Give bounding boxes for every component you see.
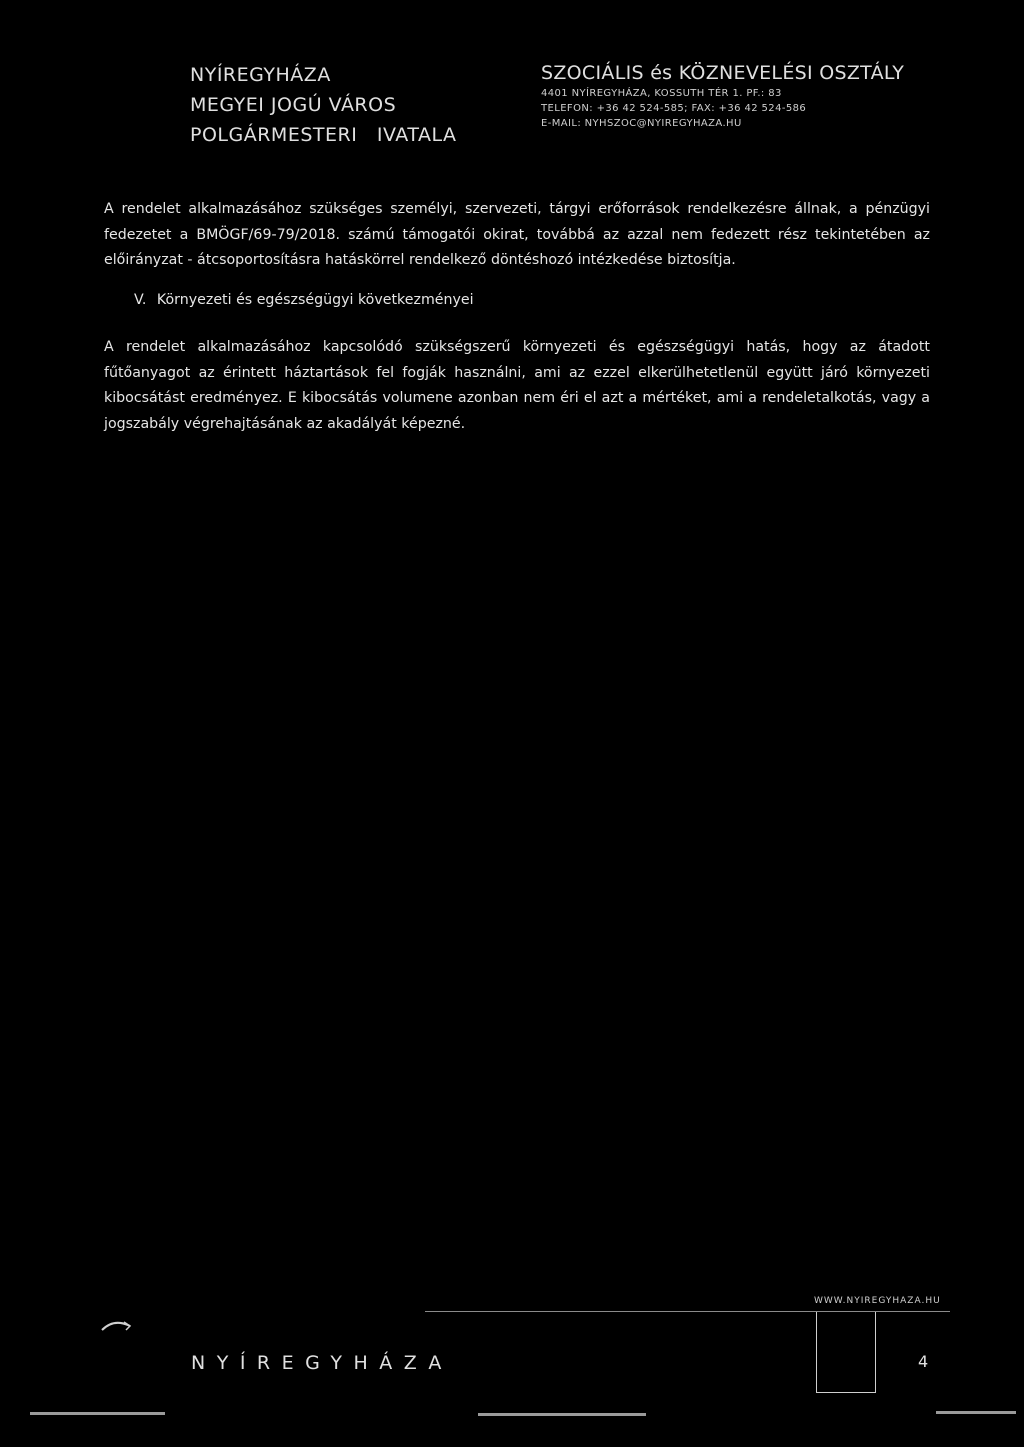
footer-url: WWW.NYIREGYHAZA.HU bbox=[814, 1296, 941, 1306]
scan-artifact-center bbox=[478, 1413, 646, 1416]
swoosh-logo-icon bbox=[100, 1314, 140, 1338]
section-title: Környezeti és egészségügyi következményei bbox=[156, 292, 474, 308]
paragraph-environmental: A rendelet alkalmazásához kapcsolódó szükségszerű környezeti és egészségügyi hatás, hogy az átadott fűtőanyagot az érintett háztartások fel fogják használni, ami az ezzel elkerülhetetlenül együtt járó környezeti kibocsátást eredményez. E kibocsátás volumene azonban nem éri el azt a mértéket, ami a rendeletalkotás, vagy a jogszabály végrehajtásának az akadályát képezné. bbox=[104, 339, 930, 433]
scan-artifact-left bbox=[30, 1412, 165, 1415]
footer-city-name: NYÍREGYHÁZA bbox=[191, 1352, 453, 1374]
department-email: E-MAIL: NYHSZOC@NYIREGYHAZA.HU bbox=[541, 118, 742, 129]
issuer-line-office: POLGÁRMESTERI IVATALA bbox=[190, 124, 457, 146]
department-phone-fax: TELEFON: +36 42 524-585; FAX: +36 42 524-586 bbox=[541, 103, 807, 114]
section-heading bbox=[134, 288, 474, 312]
section-number: V. bbox=[134, 292, 147, 308]
page-number-frame bbox=[816, 1312, 876, 1393]
department-name: SZOCIÁLIS és KÖZNEVELÉSI OSZTÁLY bbox=[541, 62, 905, 84]
letterhead-department bbox=[541, 60, 904, 131]
scan-artifact-right bbox=[936, 1411, 1016, 1414]
paragraph-resources: A rendelet alkalmazásához szükséges személyi, szervezeti, tárgyi erőforrások rendelkezésre állnak, a pénzügyi fedezetet a BMÖGF/69-79/2018. számú támogatói okirat, továbbá az azzal nem fedezett rész tekintetében az előirányzat - átcsoportosításra hatáskörrel rendelkező döntéshozó intézkedése biztosítja. bbox=[104, 201, 930, 269]
page-number: 4 bbox=[918, 1352, 929, 1371]
department-address: 4401 NYÍREGYHÁZA, KOSSUTH TÉR 1. PF.: 83 bbox=[541, 88, 782, 99]
letterhead-issuer bbox=[190, 60, 456, 150]
issuer-line-county: MEGYEI JOGÚ VÁROS bbox=[190, 94, 397, 116]
issuer-line-city: NYÍREGYHÁZA bbox=[190, 64, 331, 86]
